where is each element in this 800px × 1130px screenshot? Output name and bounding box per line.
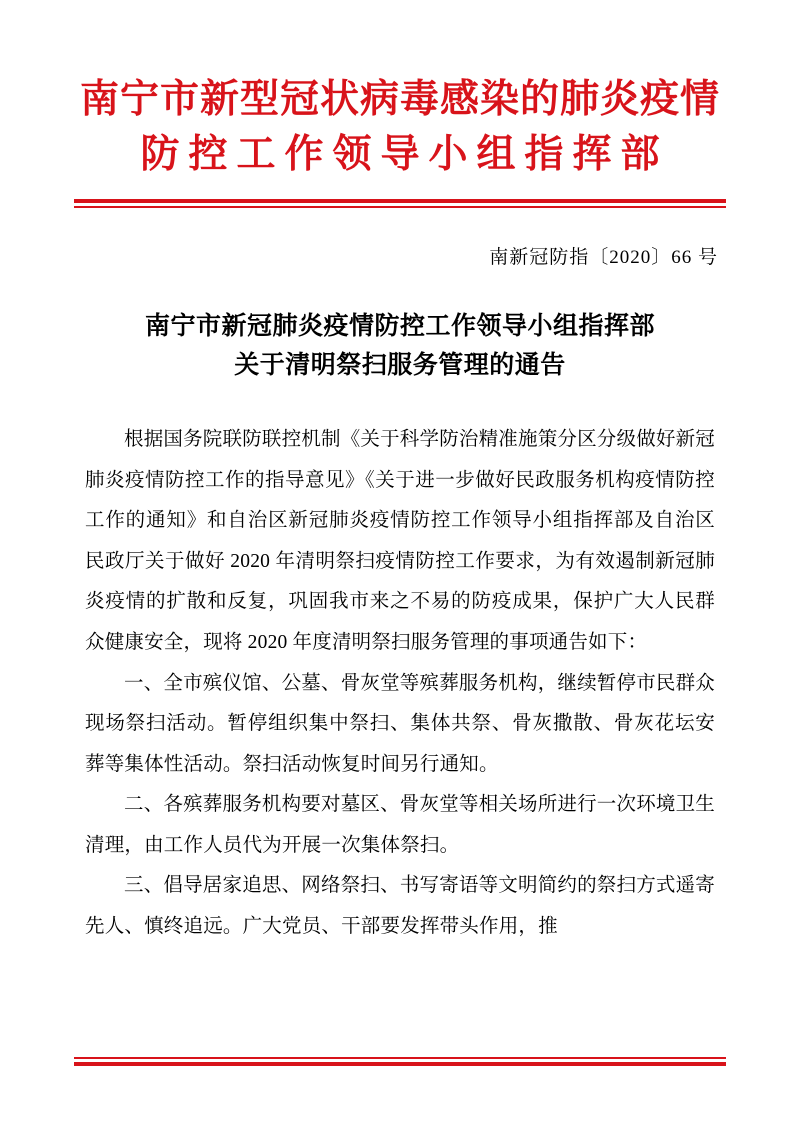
- masthead-divider: [74, 199, 726, 208]
- body-paragraph: 一、全市殡仪馆、公墓、骨灰堂等殡葬服务机构，继续暂停市民群众现场祭扫活动。暂停组织集中祭扫、集体共祭、骨灰撒散、骨灰花坛安葬等集体性活动。祭扫活动恢复时间另行通知。: [85, 672, 716, 775]
- document-number: 南新冠防指〔2020〕66 号: [489, 246, 718, 268]
- footer-thick-line: [74, 1062, 726, 1066]
- masthead-line-1: 南宁市新型冠状病毒感染的肺炎疫情: [79, 76, 720, 122]
- page-title-line-1: 南宁市新冠肺炎疫情防控工作领导小组指挥部: [144, 310, 655, 340]
- footer-divider: [74, 1057, 726, 1066]
- body-paragraph: 二、各殡葬服务机构要对墓区、骨灰堂等相关场所进行一次环境卫生清理，由工作人员代为开展一次集体祭扫。: [85, 794, 716, 856]
- masthead: [0, 0, 800, 183]
- document-body: [85, 420, 715, 947]
- page-title: [90, 307, 710, 385]
- masthead-line-2: 防控工作领导小组指挥部: [140, 131, 669, 178]
- divider-thin-line: [74, 206, 726, 208]
- page-title-line-2: 关于清明祭扫服务管理的通告: [234, 349, 566, 379]
- body-paragraph: 根据国务院联防联控机制《关于科学防治精准施策分区分级做好新冠肺炎疫情防控工作的指导意见》《关于进一步做好民政服务机构疫情防控工作的通知》和自治区新冠肺炎疫情防控工作领导小组指挥部及自治区民政厅关于做好 2020 年清明祭扫疫情防控工作要求，为有效遏制新冠肺炎疫情的扩散和反复，巩固我市来之不易的防疫成果，保护广大人民群众健康安全，现将 2020 年度清明祭扫服务管理的事项通告如下：: [85, 429, 716, 653]
- body-paragraph: 三、倡导居家追思、网络祭扫、书写寄语等文明简约的祭扫方式遥寄先人、慎终追远。广大党员、干部要发挥带头作用，推: [85, 875, 716, 937]
